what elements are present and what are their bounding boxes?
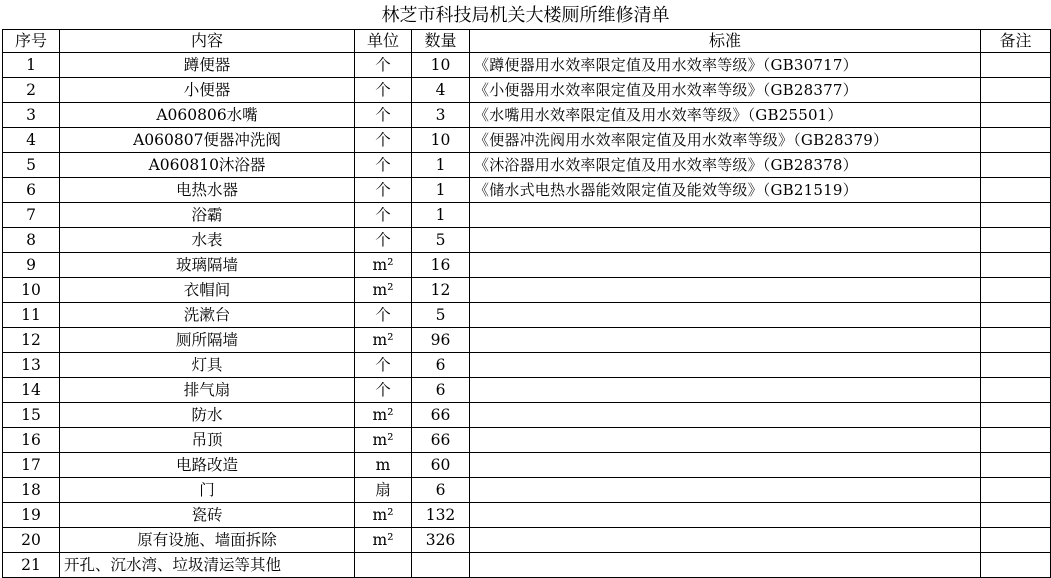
cell-no[interactable]: 20 — [3, 528, 60, 553]
cell-no[interactable]: 6 — [3, 178, 60, 203]
cell-note[interactable] — [981, 453, 1051, 478]
cell-unit[interactable]: 个 — [355, 153, 412, 178]
cell-unit[interactable]: m² — [355, 503, 412, 528]
cell-unit[interactable] — [355, 553, 412, 578]
cell-qty[interactable]: 16 — [412, 253, 470, 278]
cell-unit[interactable]: m² — [355, 253, 412, 278]
cell-content[interactable]: 厕所隔墙 — [60, 328, 355, 353]
table-row — [3, 553, 1051, 578]
cell-qty[interactable]: 10 — [412, 128, 470, 153]
cell-standard[interactable] — [470, 478, 981, 503]
cell-qty[interactable]: 6 — [412, 378, 470, 403]
cell-note[interactable] — [981, 253, 1051, 278]
cell-unit[interactable]: 个 — [355, 228, 412, 253]
table-row — [3, 503, 1051, 528]
repair-list-table — [2, 29, 1051, 578]
sheet-title: 林芝市科技局机关大楼厕所维修清单 — [381, 5, 670, 26]
header-no[interactable]: 序号 — [3, 30, 60, 53]
cell-note[interactable] — [981, 553, 1051, 578]
cell-note[interactable] — [981, 278, 1051, 303]
table-row — [3, 153, 1051, 178]
cell-note[interactable] — [981, 353, 1051, 378]
cell-unit[interactable]: 个 — [355, 53, 412, 78]
cell-unit[interactable]: 个 — [355, 103, 412, 128]
cell-no[interactable]: 11 — [3, 303, 60, 328]
cell-note[interactable] — [981, 178, 1051, 203]
cell-no[interactable]: 18 — [3, 478, 60, 503]
table-row — [3, 203, 1051, 228]
cell-note[interactable] — [981, 528, 1051, 553]
cell-no[interactable]: 17 — [3, 453, 60, 478]
cell-note[interactable] — [981, 403, 1051, 428]
cell-unit[interactable]: 个 — [355, 353, 412, 378]
cell-standard[interactable]: 《便器冲洗阀用水效率限定值及用水效率等级》（GB28379） — [470, 128, 981, 153]
cell-qty[interactable]: 66 — [412, 403, 470, 428]
cell-note[interactable] — [981, 328, 1051, 353]
cell-content[interactable]: 开孔、沉水湾、垃圾清运等其他 — [60, 553, 355, 578]
cell-standard[interactable] — [470, 278, 981, 303]
table-row — [3, 228, 1051, 253]
cell-unit[interactable]: 个 — [355, 178, 412, 203]
cell-unit[interactable]: m² — [355, 278, 412, 303]
cell-note[interactable] — [981, 203, 1051, 228]
cell-no[interactable]: 21 — [3, 553, 60, 578]
cell-content[interactable]: 原有设施、墙面拆除 — [60, 528, 355, 553]
cell-no[interactable]: 1 — [3, 53, 60, 78]
cell-content[interactable]: 门 — [60, 478, 355, 503]
cell-unit[interactable]: 个 — [355, 203, 412, 228]
cell-qty[interactable]: 12 — [412, 278, 470, 303]
cell-note[interactable] — [981, 303, 1051, 328]
table-row — [3, 353, 1051, 378]
cell-standard[interactable] — [470, 403, 981, 428]
cell-qty[interactable] — [412, 553, 470, 578]
cell-unit[interactable]: 个 — [355, 128, 412, 153]
cell-note[interactable] — [981, 478, 1051, 503]
cell-no[interactable]: 2 — [3, 78, 60, 103]
header-qty[interactable]: 数量 — [412, 30, 470, 53]
cell-note[interactable] — [981, 78, 1051, 103]
cell-standard[interactable] — [470, 203, 981, 228]
cell-unit[interactable]: m² — [355, 328, 412, 353]
cell-note[interactable] — [981, 153, 1051, 178]
cell-note[interactable] — [981, 128, 1051, 153]
cell-no[interactable]: 10 — [3, 278, 60, 303]
cell-standard[interactable]: 《水嘴用水效率限定值及用水效率等级》（GB25501） — [470, 103, 981, 128]
table-row — [3, 478, 1051, 503]
cell-content[interactable]: 瓷砖 — [60, 503, 355, 528]
cell-content[interactable]: A060810沐浴器 — [60, 153, 355, 178]
cell-qty[interactable]: 1 — [412, 203, 470, 228]
table-row — [3, 328, 1051, 353]
cell-standard[interactable] — [470, 553, 981, 578]
cell-qty[interactable]: 1 — [412, 178, 470, 203]
cell-no[interactable]: 7 — [3, 203, 60, 228]
cell-standard[interactable] — [470, 428, 981, 453]
table-row — [3, 303, 1051, 328]
cell-standard[interactable] — [470, 228, 981, 253]
cell-note[interactable] — [981, 53, 1051, 78]
table-row — [3, 103, 1051, 128]
cell-no[interactable]: 16 — [3, 428, 60, 453]
cell-standard[interactable]: 《沐浴器用水效率限定值及用水效率等级》（GB28378） — [470, 153, 981, 178]
cell-no[interactable]: 5 — [3, 153, 60, 178]
cell-content[interactable]: 衣帽间 — [60, 278, 355, 303]
cell-qty[interactable]: 6 — [412, 478, 470, 503]
cell-content[interactable]: 浴霸 — [60, 203, 355, 228]
cell-standard[interactable] — [470, 303, 981, 328]
cell-content[interactable]: 防水 — [60, 403, 355, 428]
cell-no[interactable]: 12 — [3, 328, 60, 353]
cell-no[interactable]: 15 — [3, 403, 60, 428]
table-row — [3, 178, 1051, 203]
cell-no[interactable]: 14 — [3, 378, 60, 403]
cell-content[interactable]: 小便器 — [60, 78, 355, 103]
cell-standard[interactable] — [470, 453, 981, 478]
header-unit[interactable]: 单位 — [355, 30, 412, 53]
cell-no[interactable]: 13 — [3, 353, 60, 378]
cell-standard[interactable]: 《蹲便器用水效率限定值及用水效率等级》（GB30717） — [470, 53, 981, 78]
table-row — [3, 453, 1051, 478]
cell-qty[interactable]: 326 — [412, 528, 470, 553]
cell-unit[interactable]: 个 — [355, 378, 412, 403]
cell-standard[interactable] — [470, 353, 981, 378]
header-row — [3, 30, 1051, 53]
cell-qty[interactable]: 96 — [412, 328, 470, 353]
cell-no[interactable]: 3 — [3, 103, 60, 128]
table-row — [3, 378, 1051, 403]
header-standard[interactable]: 标准 — [470, 30, 981, 53]
header-content[interactable]: 内容 — [60, 30, 355, 53]
cell-qty[interactable]: 1 — [412, 153, 470, 178]
cell-standard[interactable]: 《小便器用水效率限定值及用水效率等级》（GB28377） — [470, 78, 981, 103]
cell-no[interactable]: 4 — [3, 128, 60, 153]
cell-unit[interactable]: 扇 — [355, 478, 412, 503]
cell-content[interactable]: 排气扇 — [60, 378, 355, 403]
cell-content[interactable]: A060806水嘴 — [60, 103, 355, 128]
cell-standard[interactable]: 《储水式电热水器能效限定值及能效等级》（GB21519） — [470, 178, 981, 203]
cell-unit[interactable]: m² — [355, 403, 412, 428]
cell-standard[interactable] — [470, 253, 981, 278]
cell-content[interactable]: 吊顶 — [60, 428, 355, 453]
cell-unit[interactable]: m — [355, 453, 412, 478]
cell-standard[interactable] — [470, 328, 981, 353]
cell-content[interactable]: 水表 — [60, 228, 355, 253]
cell-unit[interactable]: 个 — [355, 78, 412, 103]
table-row — [3, 528, 1051, 553]
cell-content[interactable]: 灯具 — [60, 353, 355, 378]
table-row — [3, 428, 1051, 453]
cell-qty[interactable]: 4 — [412, 78, 470, 103]
table-row — [3, 278, 1051, 303]
table-row — [3, 128, 1051, 153]
cell-content[interactable]: 洗漱台 — [60, 303, 355, 328]
cell-note[interactable] — [981, 503, 1051, 528]
cell-standard[interactable] — [470, 528, 981, 553]
cell-qty[interactable]: 6 — [412, 353, 470, 378]
cell-unit[interactable]: m² — [355, 528, 412, 553]
cell-content[interactable]: A060807便器冲洗阀 — [60, 128, 355, 153]
cell-qty[interactable]: 132 — [412, 503, 470, 528]
cell-note[interactable] — [981, 428, 1051, 453]
table-row — [3, 78, 1051, 103]
table-row — [3, 403, 1051, 428]
cell-content[interactable]: 玻璃隔墙 — [60, 253, 355, 278]
header-note[interactable]: 备注 — [981, 30, 1051, 53]
cell-no[interactable]: 8 — [3, 228, 60, 253]
cell-qty[interactable]: 3 — [412, 103, 470, 128]
cell-content[interactable]: 电热水器 — [60, 178, 355, 203]
cell-qty[interactable]: 5 — [412, 228, 470, 253]
cell-content[interactable]: 蹲便器 — [60, 53, 355, 78]
cell-qty[interactable]: 10 — [412, 53, 470, 78]
cell-note[interactable] — [981, 103, 1051, 128]
cell-content[interactable]: 电路改造 — [60, 453, 355, 478]
cell-note[interactable] — [981, 378, 1051, 403]
table-row — [3, 53, 1051, 78]
cell-unit[interactable]: m² — [355, 428, 412, 453]
cell-qty[interactable]: 5 — [412, 303, 470, 328]
cell-note[interactable] — [981, 228, 1051, 253]
table-row — [3, 253, 1051, 278]
cell-unit[interactable]: 个 — [355, 303, 412, 328]
cell-no[interactable]: 19 — [3, 503, 60, 528]
cell-qty[interactable]: 60 — [412, 453, 470, 478]
cell-no[interactable]: 9 — [3, 253, 60, 278]
cell-standard[interactable] — [470, 503, 981, 528]
cell-standard[interactable] — [470, 378, 981, 403]
cell-qty[interactable]: 66 — [412, 428, 470, 453]
